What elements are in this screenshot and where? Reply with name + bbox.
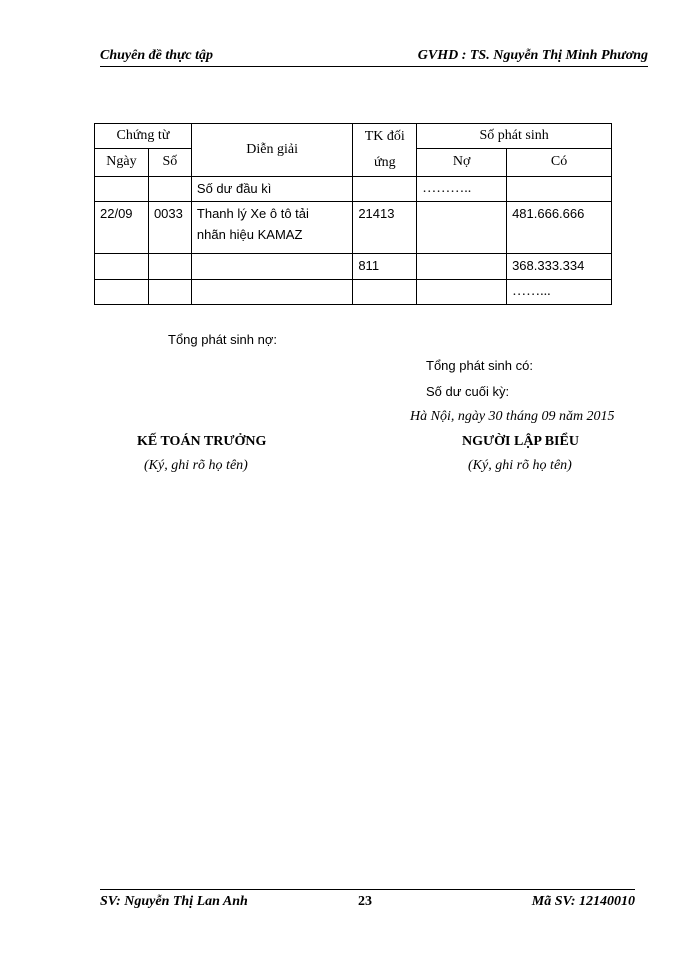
preparer-note: (Ký, ghi rõ họ tên) (468, 458, 572, 473)
cell-co: 368.333.334 (507, 254, 612, 280)
cell-dien-giai (191, 202, 352, 254)
cell-no: ……….. (417, 177, 507, 202)
date-line: Hà Nội, ngày 30 tháng 09 năm 2015 (410, 409, 615, 424)
cell-so (148, 177, 191, 202)
cell-dien-giai (191, 280, 352, 305)
cell-tk (353, 177, 417, 202)
ledger-table (94, 123, 612, 305)
total-credit-label: Tổng phát sinh có: (426, 358, 533, 373)
preparer-title: NGƯỜI LẬP BIỂU (462, 434, 579, 449)
cell-tk (353, 280, 417, 305)
cell-tk: 21413 (353, 202, 417, 254)
header-ngay: Ngày (95, 148, 149, 176)
table-row (95, 177, 612, 202)
table-header-row (95, 124, 612, 149)
header-topic: Chuyên đề thực tập (100, 48, 214, 63)
cell-dien-giai: Số dư đầu kì (191, 177, 352, 202)
table-row (95, 202, 612, 254)
header-advisor: GVHD : TS. Nguyễn Thị Minh Phương (417, 48, 648, 63)
cell-ngay (95, 254, 149, 280)
cell-ngay (95, 177, 149, 202)
header-co: Có (507, 148, 612, 176)
cell-tk: 811 (353, 254, 417, 280)
header-chung-tu: Chứng từ (95, 124, 192, 149)
cell-no (417, 202, 507, 254)
total-debit-label: Tổng phát sinh nợ: (168, 332, 277, 347)
closing-balance-label: Số dư cuối kỳ: (426, 384, 510, 399)
cell-dien-giai-line2: nhãn hiệu KAMAZ (196, 227, 303, 242)
table-row (95, 254, 612, 280)
chief-accountant-note: (Ký, ghi rõ họ tên) (144, 458, 248, 473)
cell-dien-giai (191, 254, 352, 280)
page-number: 23 (358, 894, 372, 909)
header-no: Nợ (417, 148, 507, 176)
cell-dien-giai-line1: Thanh lý Xe ô tô tải (196, 206, 309, 221)
cell-no (417, 280, 507, 305)
footer-student-name: SV: Nguyễn Thị Lan Anh (100, 894, 248, 909)
header-tk-doi-ung-label: TK đối ứng (364, 129, 405, 170)
cell-so (148, 254, 191, 280)
cell-co (507, 177, 612, 202)
cell-co: 481.666.666 (507, 202, 612, 254)
cell-no (417, 254, 507, 280)
chief-accountant-title: KẾ TOÁN TRƯỞNG (137, 434, 267, 449)
header-dien-giai: Diễn giải (191, 124, 352, 177)
page-header (100, 48, 648, 67)
cell-co: ……... (507, 280, 612, 305)
footer-student-id: Mã SV: 12140010 (531, 894, 635, 909)
cell-so (148, 280, 191, 305)
header-tk-doi-ung (353, 124, 417, 177)
header-so-phat-sinh: Số phát sinh (417, 124, 612, 149)
table-row (95, 280, 612, 305)
page-footer (100, 889, 635, 910)
cell-so: 0033 (148, 202, 191, 254)
cell-ngay (95, 280, 149, 305)
cell-ngay: 22/09 (95, 202, 149, 254)
header-so: Số (148, 148, 191, 176)
